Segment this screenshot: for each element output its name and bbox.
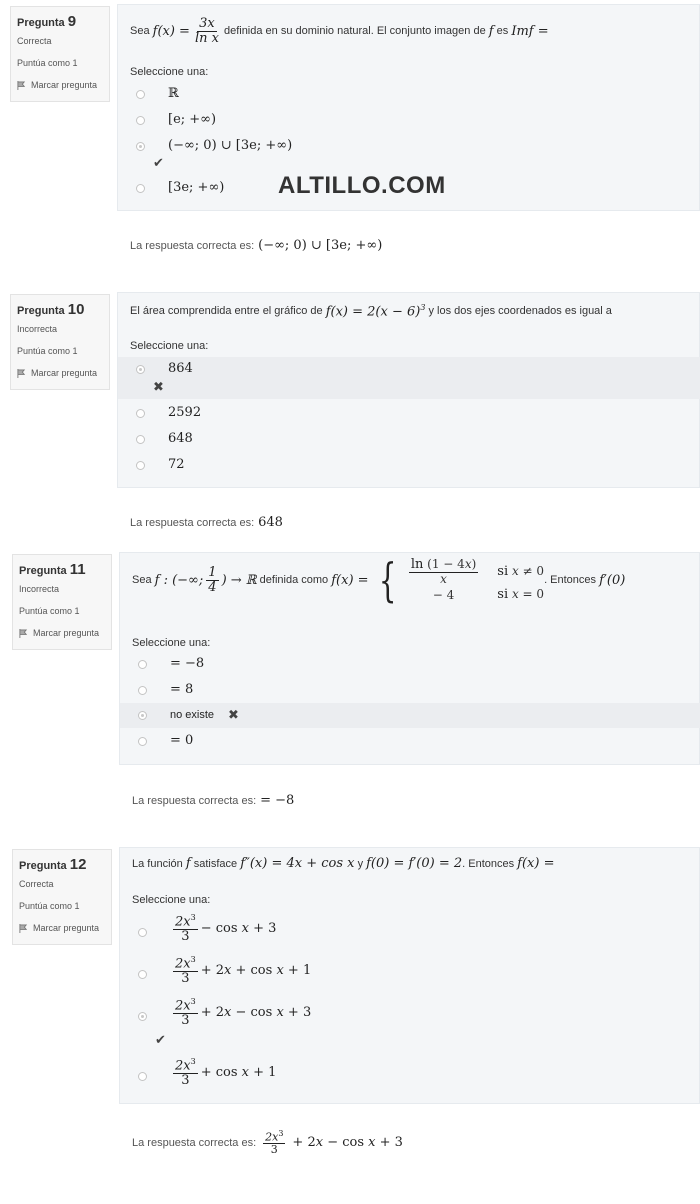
option-row[interactable] — [118, 454, 700, 476]
question-info — [12, 849, 112, 945]
option-radio[interactable] — [136, 90, 145, 99]
flag-question-link[interactable]: Marcar pregunta — [17, 368, 109, 378]
piecewise-definition: $\frac{\ln (1 - 4x)}{x}$ si x ≠ 0 − 4 si x = 0 — [410, 556, 545, 603]
option-label: 648 — [168, 431, 193, 446]
option-radio[interactable] — [136, 116, 145, 125]
option-label: (−∞; 0) ∪ [3e; +∞) — [168, 138, 293, 153]
option-label: 864 — [168, 361, 193, 376]
watermark: ALTILLO.COM — [278, 172, 446, 199]
option-label: no existe — [170, 709, 215, 721]
option-label: [3e; +∞) — [168, 180, 225, 195]
question-info — [12, 554, 112, 650]
option-label: $\frac{2x^3}{3}$ + 2x + cos x + 1 — [175, 955, 312, 986]
option-radio[interactable] — [138, 737, 147, 746]
option-row[interactable] — [118, 402, 700, 424]
option-radio[interactable] — [136, 461, 145, 470]
cross-icon: ✖ — [228, 707, 239, 722]
option-label: = −8 — [170, 656, 205, 671]
option-radio[interactable] — [138, 1012, 147, 1021]
option-label: $\frac{2x^3}{3}$ + 2x − cos x + 3 — [175, 997, 312, 1028]
option-radio[interactable] — [138, 660, 147, 669]
option-row[interactable] — [118, 428, 700, 450]
question-number: Pregunta 12 — [19, 856, 87, 873]
formula: $f(x) = 2(x - 6)^3$ — [325, 303, 426, 320]
correct-answer: La respuesta correcta es: 648 — [130, 515, 283, 530]
question-text: El área comprendida entre el gráfico de $f(x) = 2(x - 6)^3$ y los dos ejes coordenados es igual a — [130, 303, 612, 320]
option-row[interactable] — [118, 109, 700, 131]
question-info — [10, 294, 110, 390]
option-row[interactable] — [120, 996, 700, 1048]
formula-fraction: $\frac{3x}{\text{ln x}}$ — [194, 16, 219, 46]
question-text: La función f satisface f″(x) = 4x + cos x y f(0) = f′(0) = 2 . Entonces f(x) = — [132, 856, 555, 871]
question-grade: Puntúa como 1 — [17, 58, 78, 68]
question-text: Sea f : (−∞; $\frac{1}{4}$ ) → ℝ definida como f(x) = { $\frac{\ln (1 - 4x)}{x}$ si x ≠ 0 − 4 si x = 0 . Entonces f′(0) — [132, 553, 626, 607]
select-label: Seleccione una: — [130, 66, 209, 78]
option-row[interactable] — [118, 83, 700, 105]
option-label: $\frac{2x^3}{3}$ − cos x + 3 — [175, 913, 277, 944]
option-radio[interactable] — [138, 1072, 147, 1081]
flag-question-link[interactable]: Marcar pregunta — [17, 80, 109, 90]
option-row[interactable] — [120, 730, 700, 752]
option-radio[interactable] — [136, 184, 145, 193]
option-radio[interactable] — [136, 142, 145, 151]
question-content — [119, 847, 700, 1104]
formula: f(x) = — [152, 23, 190, 39]
option-radio[interactable] — [136, 435, 145, 444]
question-number: Pregunta 10 — [17, 301, 85, 318]
question-info — [10, 6, 110, 102]
option-label: 2592 — [168, 405, 202, 420]
cross-icon: ✖ — [153, 379, 164, 394]
option-row[interactable] — [120, 653, 700, 675]
option-row[interactable] — [118, 135, 700, 171]
flag-icon — [17, 369, 26, 378]
question-state: Incorrecta — [17, 324, 58, 334]
question-grade: Puntúa como 1 — [19, 901, 80, 911]
question-number: Pregunta 11 — [19, 561, 86, 578]
option-label: = 0 — [170, 733, 194, 748]
option-row[interactable] — [120, 679, 700, 701]
option-label: 72 — [168, 457, 185, 472]
option-label: $\frac{2x^3}{3}$ + cos x + 1 — [175, 1057, 277, 1088]
flag-question-link[interactable]: Marcar pregunta — [19, 628, 111, 638]
option-radio[interactable] — [136, 365, 145, 374]
check-icon: ✔ — [153, 155, 164, 170]
select-label: Seleccione una: — [132, 637, 211, 649]
option-row[interactable] — [120, 912, 700, 950]
option-label: = 8 — [170, 682, 194, 697]
option-row[interactable] — [120, 954, 700, 992]
question-state: Correcta — [17, 36, 52, 46]
question-grade: Puntúa como 1 — [19, 606, 80, 616]
flag-icon — [19, 629, 28, 638]
question-content — [119, 552, 700, 765]
option-radio[interactable] — [138, 686, 147, 695]
flag-icon — [19, 924, 28, 933]
correct-answer: La respuesta correcta es: (−∞; 0) ∪ [3e; +∞) — [130, 238, 383, 253]
option-radio[interactable] — [138, 970, 147, 979]
flag-icon — [17, 81, 26, 90]
option-radio[interactable] — [136, 409, 145, 418]
question-number: Pregunta 9 — [17, 13, 77, 30]
option-radio[interactable] — [138, 711, 147, 720]
correct-answer: La respuesta correcta es: $\frac{2x^3}{3}$ + 2x − cos x + 3 — [132, 1129, 403, 1157]
option-row[interactable] — [120, 703, 700, 728]
option-label: ℝ — [168, 86, 179, 101]
question-state: Correcta — [19, 879, 54, 889]
question-content — [117, 292, 700, 488]
flag-question-link[interactable]: Marcar pregunta — [19, 923, 111, 933]
select-label: Seleccione una: — [130, 340, 209, 352]
question-state: Incorrecta — [19, 584, 60, 594]
question-text: Sea f(x) = $\frac{3x}{\text{ln x}}$ definida en su dominio natural. El conjunto imagen de f es Imf = — [130, 16, 549, 46]
option-radio[interactable] — [138, 928, 147, 937]
question-grade: Puntúa como 1 — [17, 346, 78, 356]
option-row[interactable] — [120, 1056, 700, 1094]
check-icon: ✔ — [155, 1032, 166, 1047]
select-label: Seleccione una: — [132, 894, 211, 906]
option-label: [e; +∞) — [168, 112, 217, 127]
option-row[interactable] — [118, 357, 700, 399]
correct-answer: La respuesta correcta es: = −8 — [132, 793, 295, 808]
